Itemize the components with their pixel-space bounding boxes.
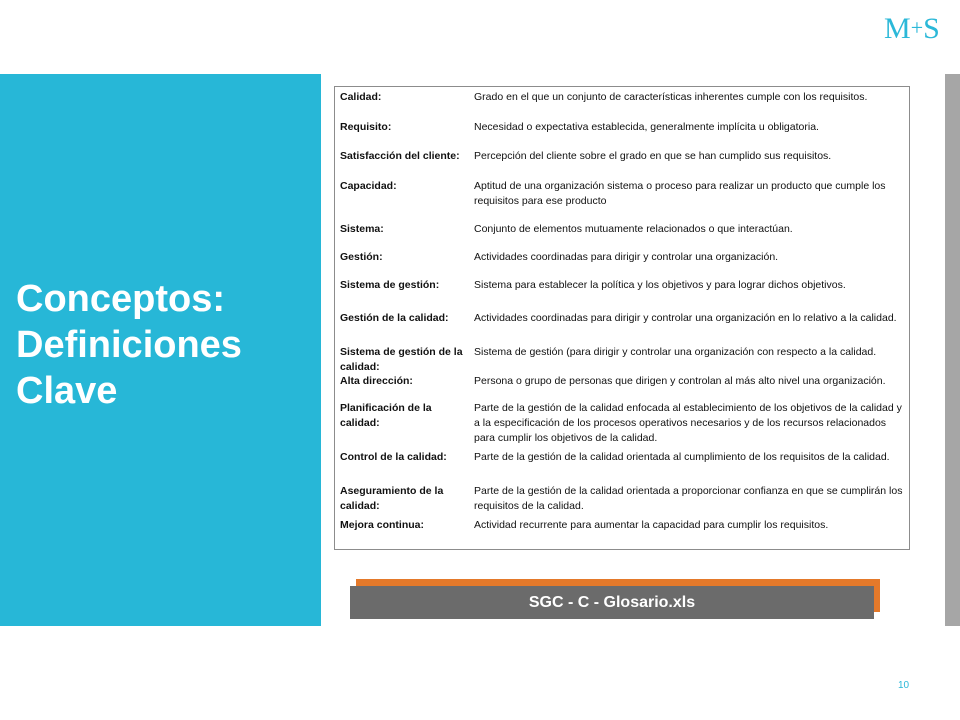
logo-plus: + [910,15,923,40]
glossary-term: Sistema: [340,223,384,235]
slide-title-line: Definiciones [16,324,242,366]
glossary-definition: Actividad recurrente para aumentar la capacidad para cumplir los requisitos. [474,519,829,531]
glossary-term: Satisfacción del cliente: [340,150,460,162]
slide-title-line: Clave [16,370,118,412]
slide-title [16,276,316,414]
glossary-term: Capacidad: [340,180,397,192]
glossary-definition: Persona o grupo de personas que dirigen y controlan al más alto nivel una organización. [474,375,886,387]
glossary-term: Requisito: [340,121,392,133]
logo [884,8,948,48]
glossary-file-link-button[interactable]: SGC - C - Glosario.xls [350,586,874,619]
glossary-table [334,86,910,550]
glossary-term: Control de la calidad: [340,451,447,463]
glossary-definition: Sistema para establecer la política y los objetivos y para lograr dichos objetivos. [474,279,846,291]
glossary-term: Sistema de gestión de la calidad: [340,346,463,373]
glossary-definition: Sistema de gestión (para dirigir y controlar una organización con respecto a la calidad. [474,346,877,358]
slide-title-line: Conceptos: [16,278,225,320]
glossary-term: Alta dirección: [340,375,413,387]
glossary-definition: Actividades coordinadas para dirigir y controlar una organización en lo relativo a la calidad. [474,312,897,324]
glossary-term: Sistema de gestión: [340,279,440,291]
glossary-definition: Percepción del cliente sobre el grado en que se han cumplido sus requisitos. [474,150,832,162]
right-accent-bar [945,74,960,626]
glossary-term: Gestión: [340,251,383,263]
glossary-definition: Grado en el que un conjunto de características inherentes cumple con los requisitos. [474,91,868,103]
glossary-term: Aseguramiento de la calidad: [340,485,444,512]
glossary-definition: Conjunto de elementos mutuamente relacionados o que interactúan. [474,223,793,235]
glossary-term: Mejora continua: [340,519,425,531]
page-number: 10 [898,680,910,691]
glossary-definition: Necesidad o expectativa establecida, generalmente implícita u obligatoria. [474,121,819,133]
glossary-definition: Parte de la gestión de la calidad enfocada al establecimiento de los objetivos de la calidad y a la especificación de los procesos operativos necesarios y de los recursos relacionados para cumplir los objetivos de la calidad. [474,402,902,444]
glossary-definition: Aptitud de una organización sistema o proceso para realizar un producto que cumple los requisitos para ese producto [474,180,886,207]
glossary-term: Planificación de la calidad: [340,402,432,429]
glossary-definition: Parte de la gestión de la calidad orientada a proporcionar confianza en que se cumplirán los requisitos de la calidad. [474,485,903,512]
logo-letter-m: M [884,12,910,45]
glossary-term: Gestión de la calidad: [340,312,449,324]
glossary-definition: Parte de la gestión de la calidad orientada al cumplimiento de los requisitos de la calidad. [474,451,890,463]
logo-letter-s: S [923,12,939,45]
glossary-term: Calidad: [340,91,382,103]
glossary-definition: Actividades coordinadas para dirigir y controlar una organización. [474,251,779,263]
